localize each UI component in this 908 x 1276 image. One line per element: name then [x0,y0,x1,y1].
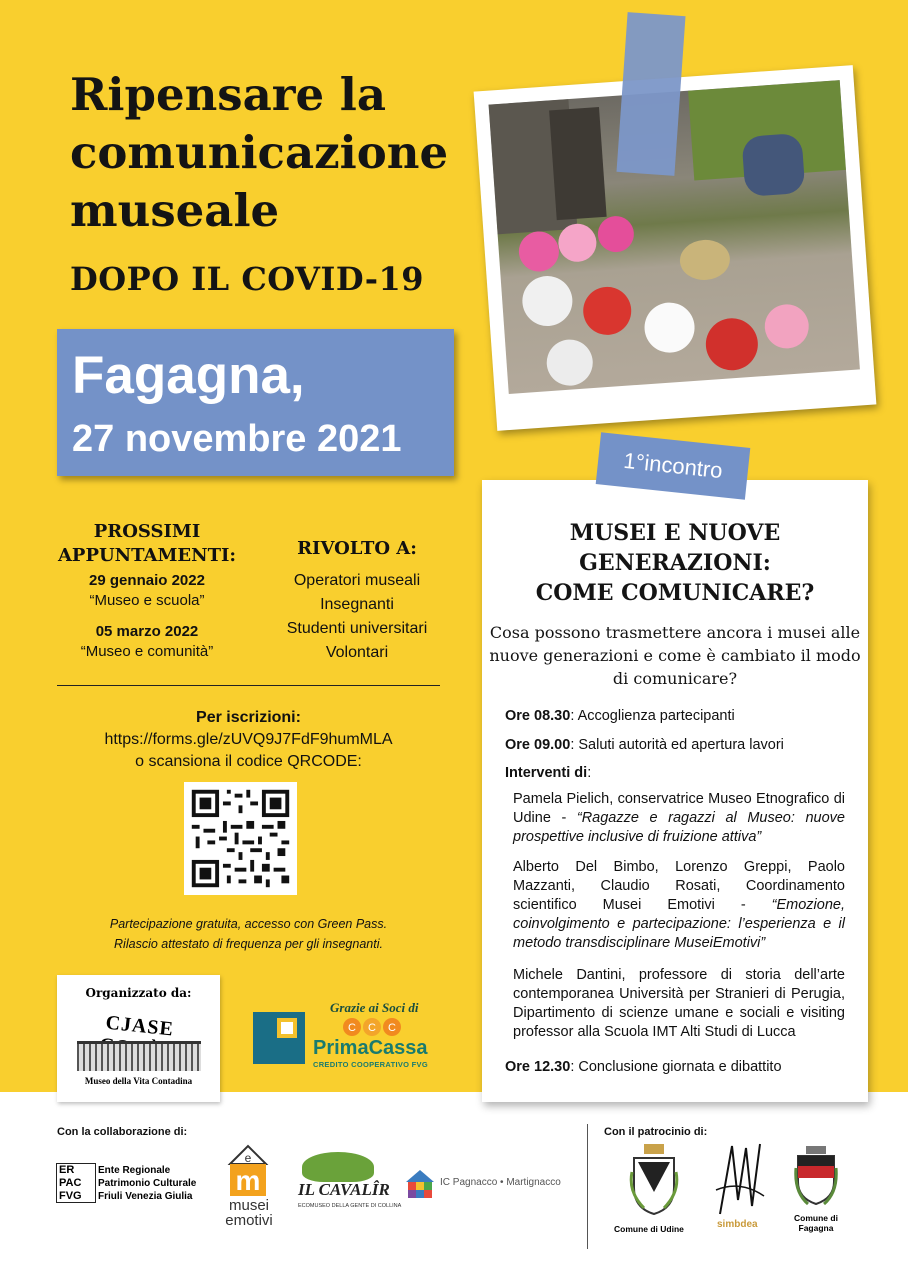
session-question: Cosa possono trasmettere ancora i musei alle nuove generazioni e come è cambiato il modo di comunicare? [489,623,861,688]
speaker-talk: “Emozione, coinvolgimento e partecipazione: l’esperienza e il metodo transdisciplinare MuseiEmotivi” [513,897,845,951]
schedule-time: Ore 09.00 [505,737,571,753]
schedule-text: : Saluti autorità ed apertura lavori [570,737,784,753]
organizer-label: Organizzato da: [85,986,192,1000]
svg-text:C: C [348,1022,356,1034]
session-title-line: MUSEI E NUOVE [569,520,781,546]
schedule-item [505,707,735,726]
erpac-line: Patrimonio Culturale [98,1178,197,1189]
schedule-time: Ore 08.30 [505,708,571,724]
simbdea-logo-icon [712,1140,768,1221]
svg-text:m: m [235,1165,261,1196]
fagagna-line: Comune di [794,1213,838,1223]
erpac-line: Friuli Venezia Giulia [98,1191,193,1202]
session-title-line: COME COMUNICARE? [535,580,815,606]
erpac-acronym: PAC [59,1177,82,1189]
appointment-date: 05 marzo 2022 [95,623,199,640]
cavalir-name: IL CAVALÎR [298,1180,390,1199]
notes [57,914,440,954]
interventi-heading: Interventi di: [505,765,592,781]
svg-text:C: C [368,1022,376,1034]
event-date-box [57,329,454,476]
musei-emotivi-icon [226,1142,270,1203]
schedule-time: Ore 12.30 [505,1059,571,1075]
registration-heading: Per iscrizioni: [196,709,301,726]
schedule-text: : Accoglienza partecipanti [570,708,735,724]
collaboration-label: Con la collaborazione di: [57,1126,188,1138]
qr-code[interactable] [184,782,297,895]
cavalir-leaf-icon [302,1152,374,1182]
heading-line: PROSSIMI [93,521,201,542]
fagagna-line: Fagagna [798,1223,834,1233]
next-appointments-heading [56,520,238,568]
speaker-item [513,858,845,953]
speaker-text: Alberto Del Bimbo, Lorenzo Greppi, Paolo Mazzanti, Claudio Rosati, Coordinamento scientifico Musei Emotivi - [513,859,845,913]
event-date: 27 novembre 2021 [72,418,402,460]
svg-text:C: C [388,1022,396,1034]
title-line: Ripensare la [70,68,387,121]
sponsor-thanks: Grazie ai Soci di [330,1000,419,1015]
note-line: Rilascio attestato di frequenza per gli insegnanti. [114,937,383,951]
title-line: museale [70,184,280,237]
simbdea-label: simbdea [717,1219,758,1230]
organizer-box [57,975,220,1102]
qr-instruction: o scansiona il codice QRCODE: [135,753,362,770]
appointment-title: “Museo e comunità” [80,643,214,660]
erpac-line: Ente Regionale [98,1165,171,1176]
audience-item: Volontari [325,644,389,661]
musei-emotivi-text [220,1198,278,1228]
erpac-acronym: ER [59,1164,75,1176]
primacassa-logo-icon [253,1012,305,1064]
audience-list [270,569,444,665]
interventi-label: Interventi di [505,765,588,781]
schedule-item [505,736,784,755]
note-line: Partecipazione gratuita, accesso con Green Pass. [109,917,388,931]
erpac-acronym: FVG [59,1190,82,1202]
speaker-text: Michele Dantini, professore di storia dell’arte contemporanea Università per Stranieri di Perugia, Dipartimento di scienze umane e sociali e visiting professor alla Scuola IMT Alti Studi di Lucca [513,967,845,1040]
tape-decoration [616,12,685,176]
musei-line: musei [228,1197,269,1214]
svg-text:e: e [244,1151,252,1165]
erpac-logo [56,1163,96,1203]
museum-building-icon [77,1041,201,1071]
ic-school-icon [404,1168,436,1205]
title-line: comunicazione [70,126,449,179]
session-title [482,518,868,608]
sponsor-sub: CREDITO COOPERATIVO FVG [313,1060,428,1069]
poster-subtitle: DOPO IL COVID-19 [70,260,425,298]
schedule-item [505,1058,782,1077]
udine-coat-of-arms-icon [628,1142,680,1223]
fagagna-label [786,1213,846,1233]
ic-school-text: IC Pagnacco • Martignacco [440,1177,561,1188]
audience-item: Operatori museali [293,572,421,589]
appointment-item [56,622,238,662]
event-city: Fagagna, [72,346,305,405]
speaker-talk: “Ragazze e ragazzi al Museo: nuove prospettive inclusive di fruizione attiva” [513,810,845,845]
musei-line: emotivi [225,1212,273,1229]
registration-link[interactable]: https://forms.gle/zUVQ9J7FdF9humMLA [104,731,393,748]
audience-item: Insegnanti [320,596,394,613]
session-title-line: GENERAZIONI: [579,550,771,576]
audience-item: Studenti universitari [286,620,428,637]
speaker-item [513,790,845,847]
udine-label: Comune di Udine [614,1224,684,1234]
speaker-text: Pamela Pielich, conservatrice Museo Etnografico di Udine - [513,791,845,826]
fagagna-coat-of-arms-icon [794,1144,838,1213]
sponsor-name: PrimaCassa [313,1037,428,1059]
heading-line: APPUNTAMENTI: [57,545,237,566]
appointment-date: 29 gennaio 2022 [89,572,205,589]
patronage-label: Con il patrocinio di: [604,1126,708,1138]
appointment-title: “Museo e scuola” [89,592,205,609]
footer-divider [587,1124,588,1249]
audience-heading: RIVOLTO A: [297,538,417,559]
poster-title [70,66,490,240]
schedule-text: : Conclusione giornata e dibattito [570,1059,782,1075]
appointment-item [56,571,238,611]
meeting-badge: 1°incontro [596,432,751,499]
organizer-logo-text: CJASE [104,1011,175,1041]
divider [57,685,440,686]
organizer-logo-sub: Museo della Vita Contadina [84,1076,193,1086]
cavalir-sub: ECOMUSEO DELLA GENTE DI COLLINA [298,1203,402,1209]
speaker-item [513,966,845,1042]
registration-block [57,707,440,773]
erpac-text [98,1164,196,1203]
